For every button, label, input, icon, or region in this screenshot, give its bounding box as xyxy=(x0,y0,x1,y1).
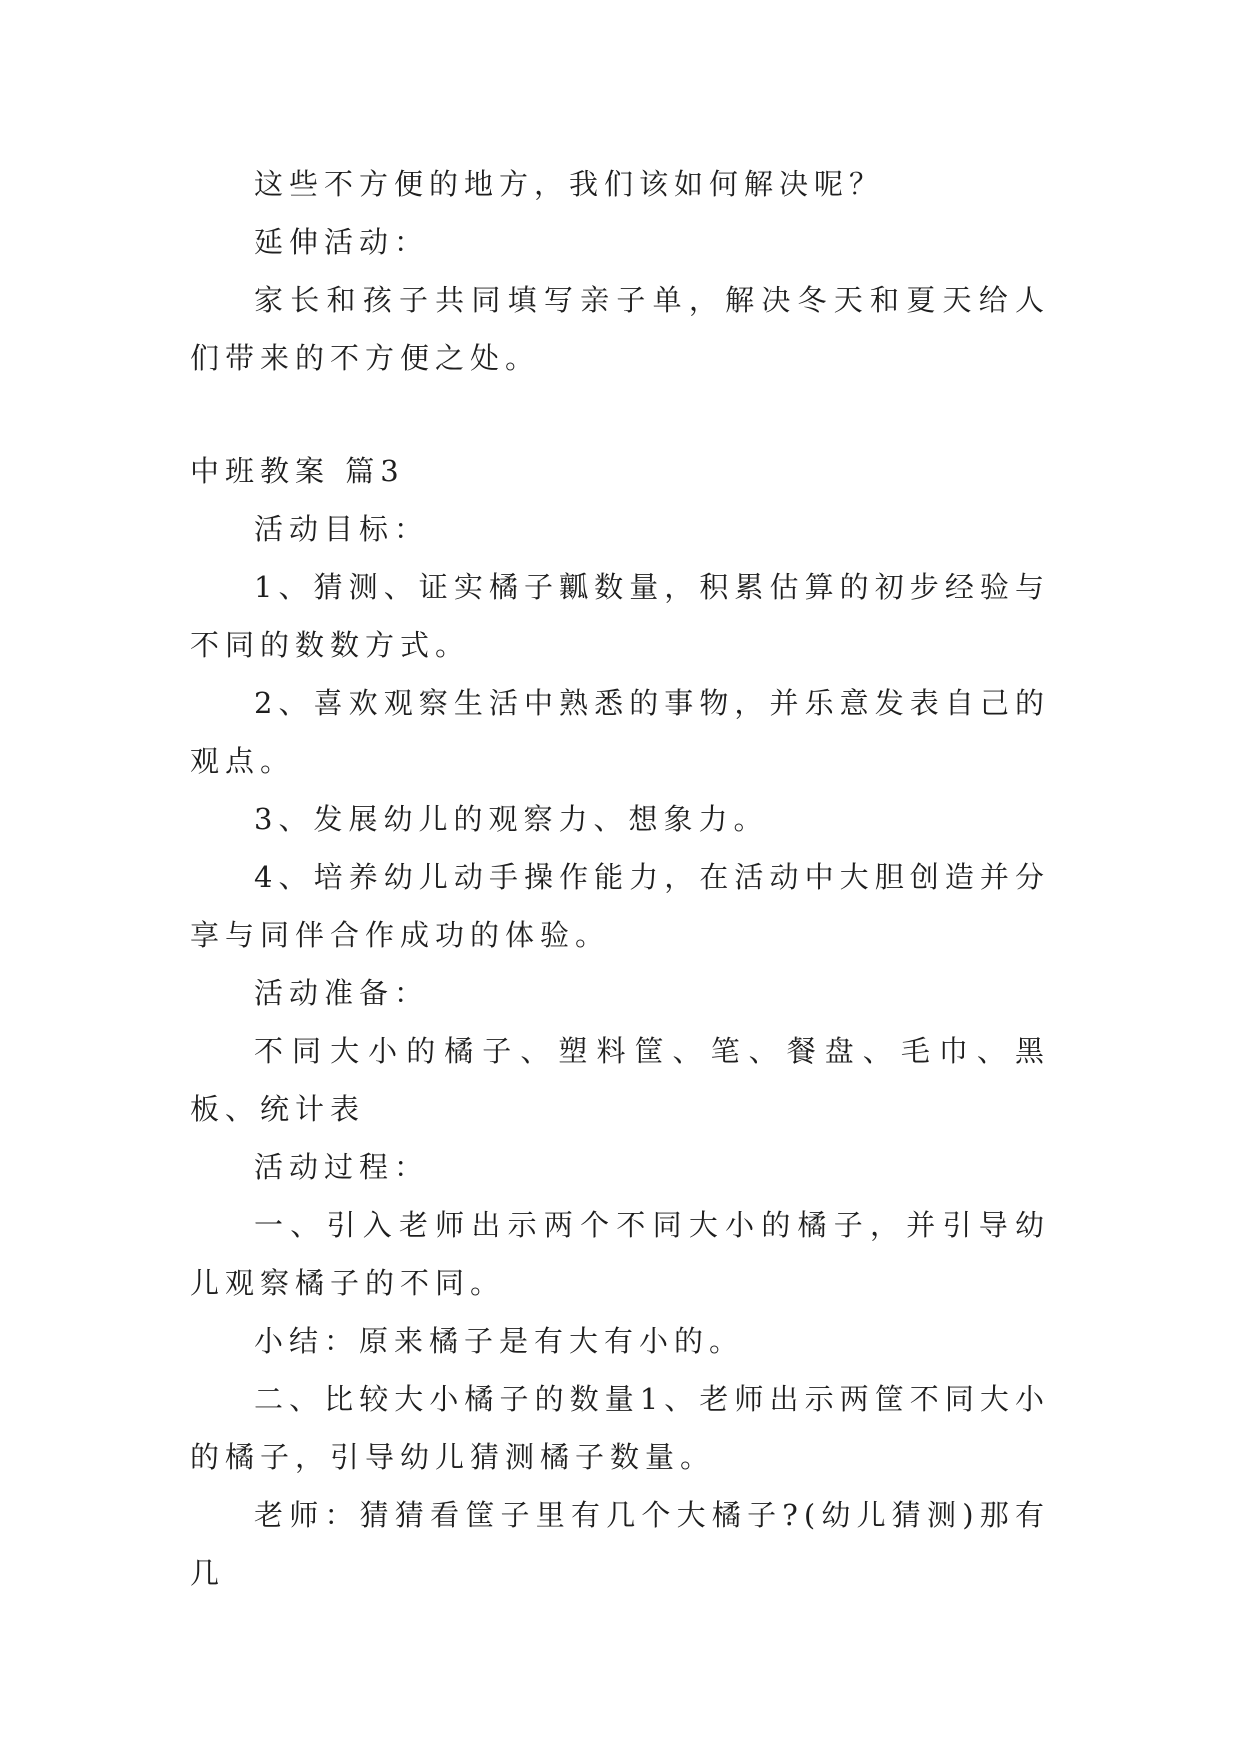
paragraph: 1、猜测、证实橘子瓤数量，积累估算的初步经验与不同的数数方式。 xyxy=(190,570,1050,662)
paragraph: 二、比较大小橘子的数量1、老师出示两筐不同大小的橘子，引导幼儿猜测橘子数量。 xyxy=(190,1382,1050,1474)
paragraph: 活动准备： xyxy=(254,976,430,1010)
paragraph: 小结：原来橘子是有大有小的。 xyxy=(254,1324,745,1358)
paragraph: 一、引入老师出示两个不同大小的橘子，并引导幼儿观察橘子的不同。 xyxy=(190,1208,1050,1300)
paragraph: 不同大小的橘子、塑料筐、笔、餐盘、毛巾、黑板、统计表 xyxy=(190,1034,1050,1126)
paragraph: 活动目标： xyxy=(254,512,430,546)
paragraph: 2、喜欢观察生活中熟悉的事物，并乐意发表自己的观点。 xyxy=(190,686,1050,778)
document-body xyxy=(190,155,1050,1602)
paragraph: 这些不方便的地方，我们该如何解决呢？ xyxy=(254,167,885,201)
paragraph: 4、培养幼儿动手操作能力，在活动中大胆创造并分享与同伴合作成功的体验。 xyxy=(190,860,1050,952)
section-title: 中班教案 篇3 xyxy=(190,454,405,488)
paragraph: 家长和孩子共同填写亲子单，解决冬天和夏天给人们带来的不方便之处。 xyxy=(190,283,1050,375)
paragraph: 活动过程： xyxy=(254,1150,430,1184)
paragraph: 老师：猜猜看筐子里有几个大橘子?(幼儿猜测)那有几 xyxy=(190,1498,1050,1590)
paragraph: 3、发展幼儿的观察力、想象力。 xyxy=(254,802,769,836)
paragraph: 延伸活动： xyxy=(254,225,430,259)
